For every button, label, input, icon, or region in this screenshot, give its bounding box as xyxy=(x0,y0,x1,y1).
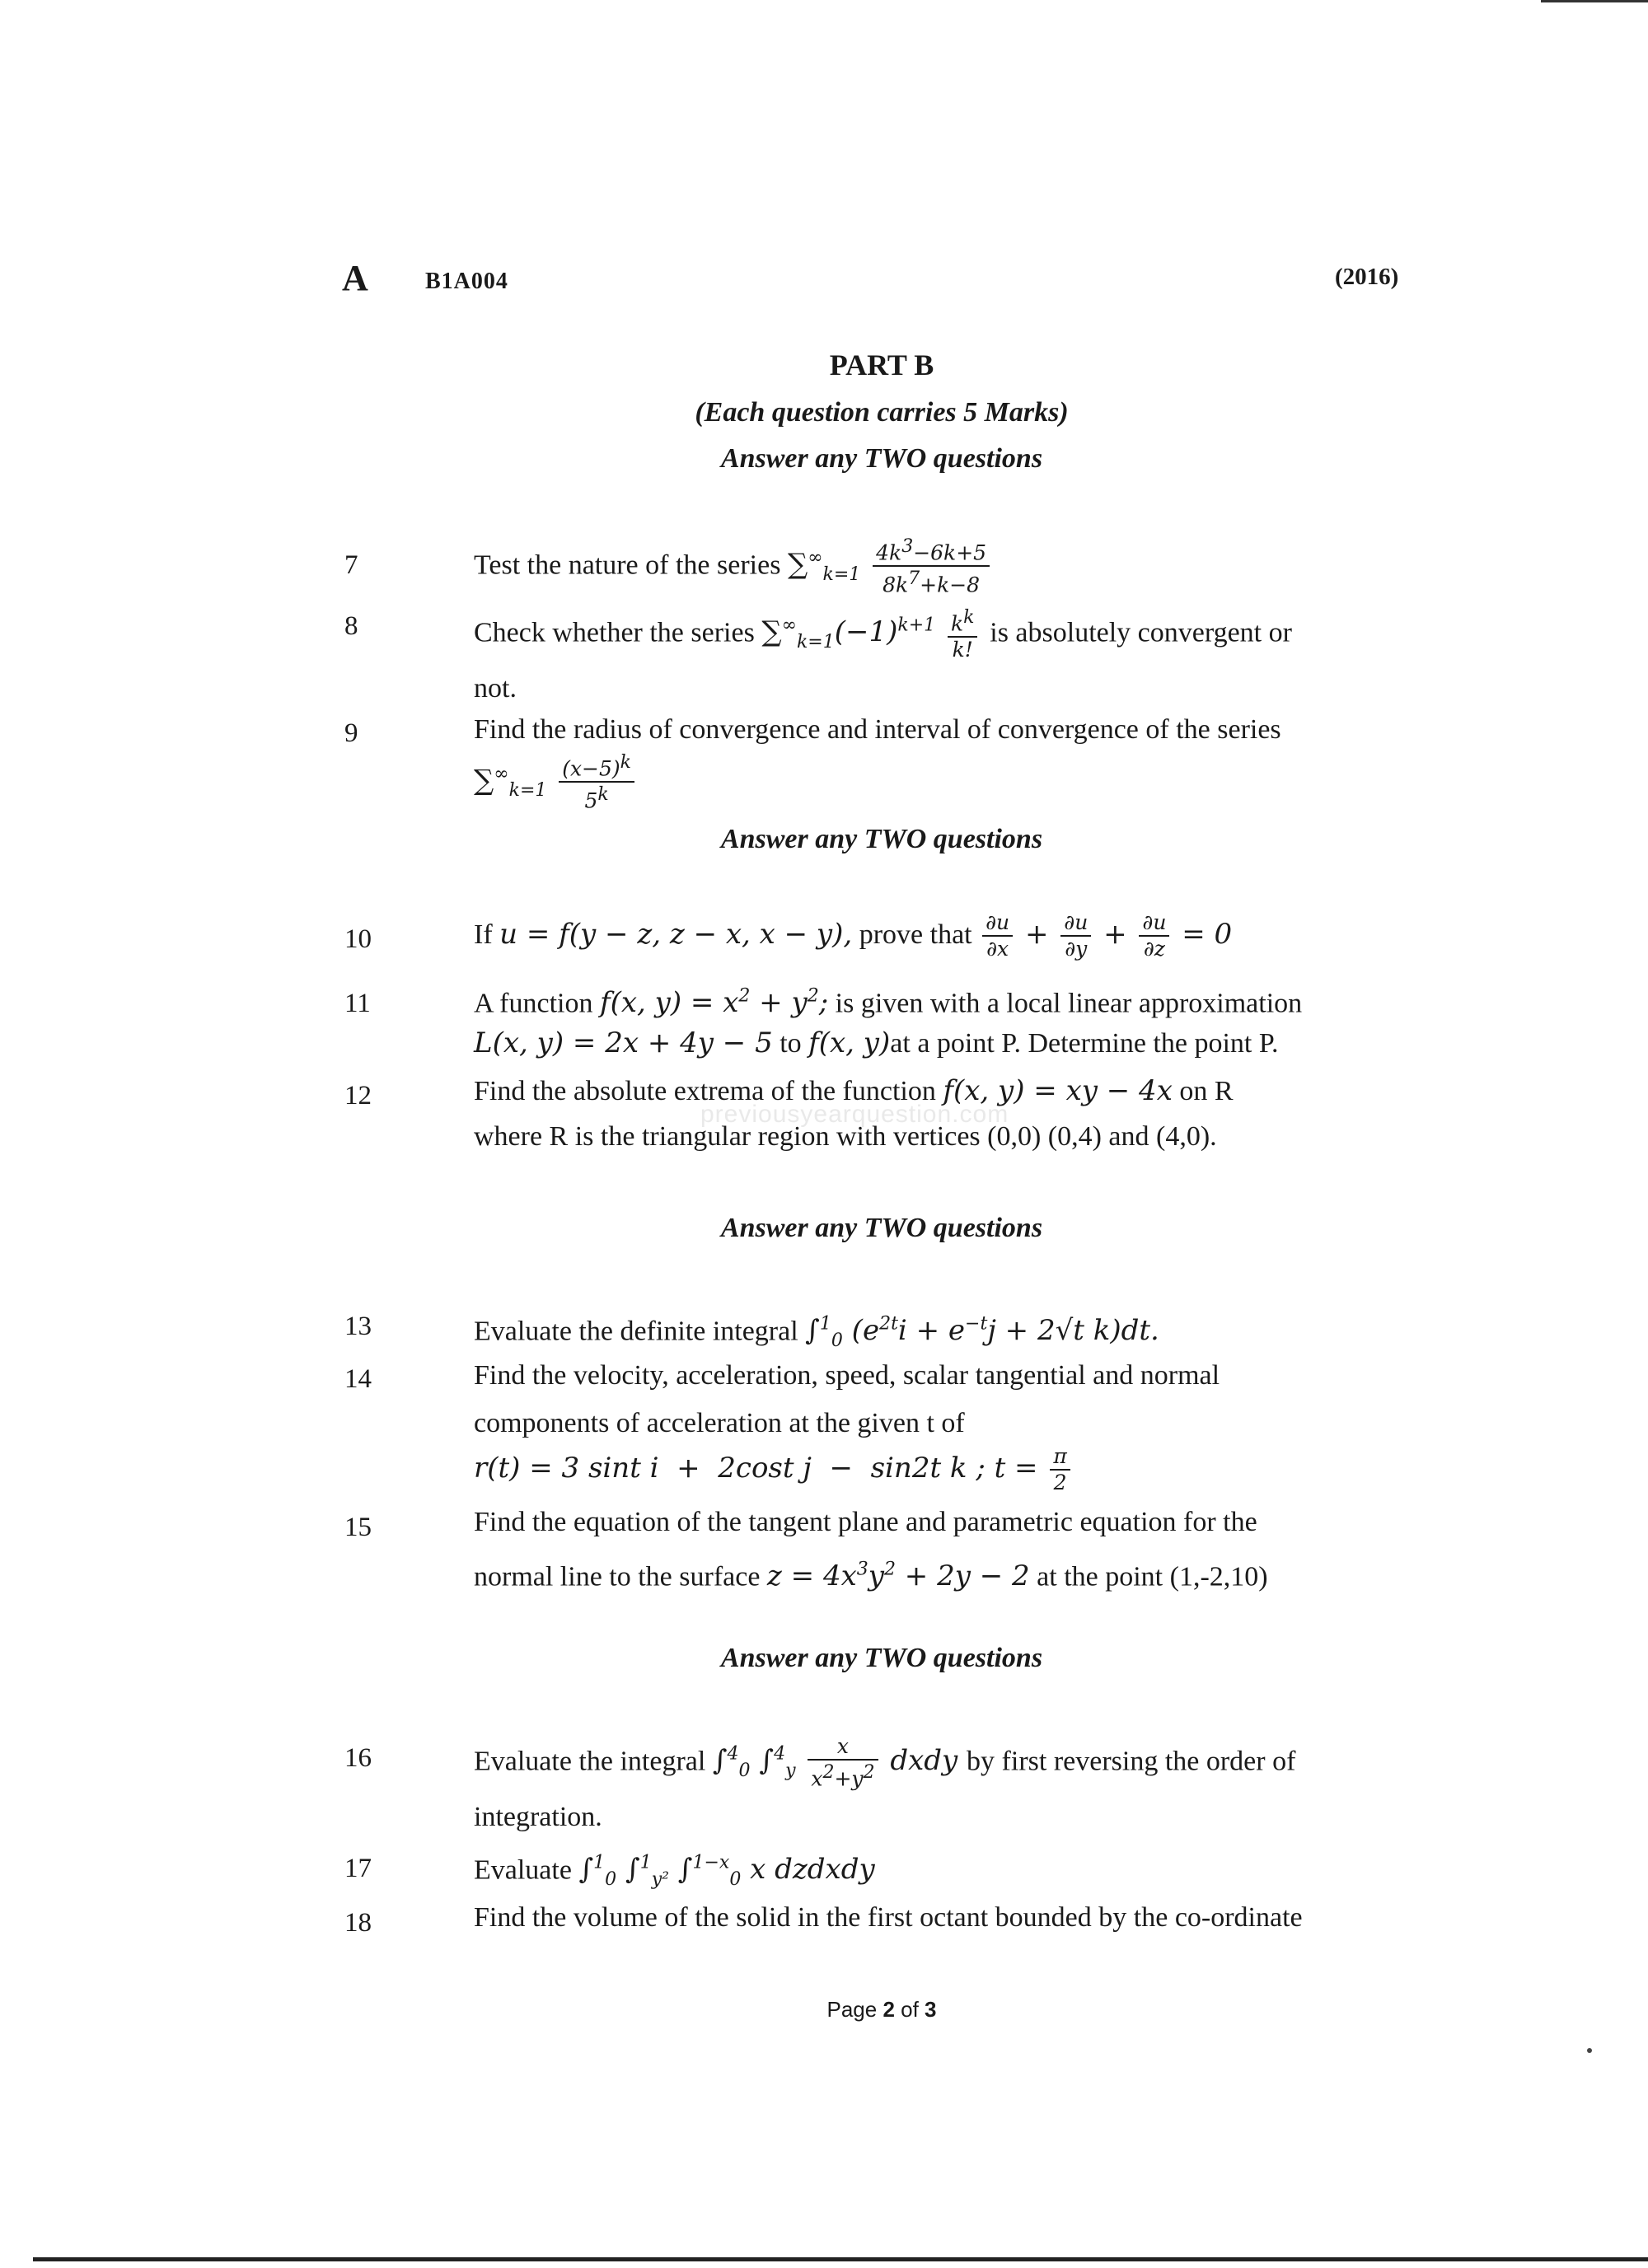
question-number: 16 xyxy=(344,1743,372,1773)
series-expression: $\sum^\infty_{k=1}(-1)^{k+1}$ $\frac{k^k}{k!}$ xyxy=(761,615,990,648)
fraction: $\frac{\pi}{2}$ xyxy=(1050,1444,1070,1495)
question-16 xyxy=(474,1730,1388,1796)
question-text: Find the absolute extrema of the function xyxy=(474,1076,936,1106)
fraction: $\frac{\partial u}{\partial z}$ xyxy=(1139,910,1169,961)
question-8-continuation: not. xyxy=(474,673,517,704)
question-number: 17 xyxy=(344,1854,372,1883)
question-text: Evaluate the definite integral xyxy=(474,1316,798,1347)
question-number: 8 xyxy=(344,611,358,641)
question-number: 18 xyxy=(344,1908,372,1938)
instruction-1: Answer any TWO questions xyxy=(720,443,1043,474)
question-number: 12 xyxy=(344,1081,372,1111)
question-text: If xyxy=(474,919,493,950)
question-text: Evaluate the integral xyxy=(474,1746,706,1777)
fraction: $\frac{(x-5)^k}{5^k}$ xyxy=(559,751,634,814)
question-text: prove that xyxy=(859,919,972,950)
page-total: 3 xyxy=(925,1997,937,2022)
fraction: $\frac{\partial u}{\partial x}$ xyxy=(982,910,1013,961)
question-15-continuation xyxy=(474,1546,1388,1602)
scan-edge-bottom xyxy=(33,2257,1648,2261)
question-text: is absolutely convergent or xyxy=(990,617,1292,648)
math-expression: f(x, $y) = x^2 + y^2$; xyxy=(599,986,829,1020)
math-expression: u = f(y − z, z − x, x − y), xyxy=(499,918,853,951)
math-expression: ∫$^1_0$ ∫$^1_{y^2}$ ∫$^{1-x}_0$ x dzdxdy xyxy=(578,1853,875,1891)
question-number: 14 xyxy=(344,1364,372,1394)
course-code: B1A004 xyxy=(425,269,508,294)
question-text: is given with a local linear approximation xyxy=(835,988,1303,1019)
instruction-4: Answer any TWO questions xyxy=(720,1643,1043,1673)
fraction: $\frac{4k^3-6k+5}{8k^7+k-8}$ xyxy=(873,535,990,598)
math-expression: L(x, y) = 2x + 4y − 5 xyxy=(474,1026,773,1059)
question-text: to xyxy=(780,1028,802,1059)
question-9: Find the radius of convergence and interval of convergence of the series xyxy=(474,714,1281,745)
question-number: 13 xyxy=(344,1312,372,1341)
question-number: 9 xyxy=(344,718,358,748)
math-expression: $\frac{\partial u}{\partial x}$ + $\frac{\partial u}{\partial y}$ + $\frac{\partial u}{\partial z}$ = 0 xyxy=(979,918,1232,951)
question-12-continuation: where R is the triangular region with vertices (0,0) (0,4) and (4,0). xyxy=(474,1121,1217,1152)
footer-separator: of xyxy=(894,1997,925,2022)
exam-year: (2016) xyxy=(1335,264,1399,290)
question-number: 10 xyxy=(344,924,372,954)
series-expression: $\sum^\infty_{k=1}$ $\frac{4k^3-6k+5}{8k^7+k-8}$ xyxy=(788,548,993,581)
question-number: 15 xyxy=(344,1513,372,1542)
page-number: 2 xyxy=(883,1997,895,2022)
question-10 xyxy=(474,910,1388,961)
footer-label: Page xyxy=(826,1997,883,2022)
question-number: 7 xyxy=(344,550,358,580)
question-7 xyxy=(474,534,1388,600)
math-expression: ∫$^4_0$ ∫$^4_y$ $\frac{x}{x^2+y^2}$ dxdy xyxy=(712,1733,967,1790)
scan-speck xyxy=(1587,2048,1592,2053)
page-footer xyxy=(0,1997,1648,2022)
question-text: at the point (1,-2,10) xyxy=(1037,1561,1268,1592)
question-16-continuation: integration. xyxy=(474,1802,602,1832)
question-15: Find the equation of the tangent plane and parametric equation for the xyxy=(474,1507,1257,1537)
question-text: A function xyxy=(474,988,593,1019)
question-18: Find the volume of the solid in the first octant bounded by the co-ordinate xyxy=(474,1902,1303,1933)
marks-note: (Each question carries 5 Marks) xyxy=(695,397,1069,428)
math-expression: $z = 4x^3y^2 + 2y - 2$ xyxy=(766,1560,1030,1593)
question-14-continuation: components of acceleration at the given t of xyxy=(474,1408,965,1438)
question-text: at a point P. Determine the point P. xyxy=(890,1028,1279,1059)
series-expression: $\sum^\infty_{k=1}$ $\frac{(x-5)^k}{5^k}$ xyxy=(474,750,1388,816)
series-letter: A xyxy=(342,258,368,298)
instruction-2: Answer any TWO questions xyxy=(720,824,1043,854)
question-text: on R xyxy=(1179,1076,1234,1106)
question-text: normal line to the surface xyxy=(474,1561,761,1592)
question-number: 11 xyxy=(344,989,371,1018)
fraction: $\frac{x}{x^2+y^2}$ xyxy=(808,1734,878,1791)
question-text: by first reversing the order of xyxy=(967,1746,1296,1777)
scan-edge-top xyxy=(1541,0,1648,2)
question-14: Find the velocity, acceleration, speed, scalar tangential and normal xyxy=(474,1360,1220,1391)
fraction: $\frac{\partial u}{\partial y}$ xyxy=(1060,910,1091,961)
math-expression: ∫$^1_0$ ($e^{2t}i + e^{-t}j + 2√t$ k)dt. xyxy=(805,1314,1159,1352)
math-expression: r(t) = 3 sint i + 2cost j − sin2t k ; t = $\frac{\pi}{2}$ xyxy=(474,1443,1388,1495)
part-title: PART B xyxy=(829,348,934,381)
question-11-continuation xyxy=(474,1018,1388,1069)
question-text: Test the nature of the series xyxy=(474,549,781,581)
question-8 xyxy=(474,601,1388,667)
question-text: Check whether the series xyxy=(474,617,755,648)
fraction: $\frac{k^k}{k!}$ xyxy=(948,606,978,662)
math-expression: f(x, y) xyxy=(808,1026,891,1059)
instruction-3: Answer any TWO questions xyxy=(720,1213,1043,1243)
watermark: previousyearquestion.com xyxy=(700,1101,1009,1128)
math-expression: f(x, y) = xy − 4x xyxy=(943,1074,1173,1107)
question-text: Evaluate xyxy=(474,1854,572,1886)
